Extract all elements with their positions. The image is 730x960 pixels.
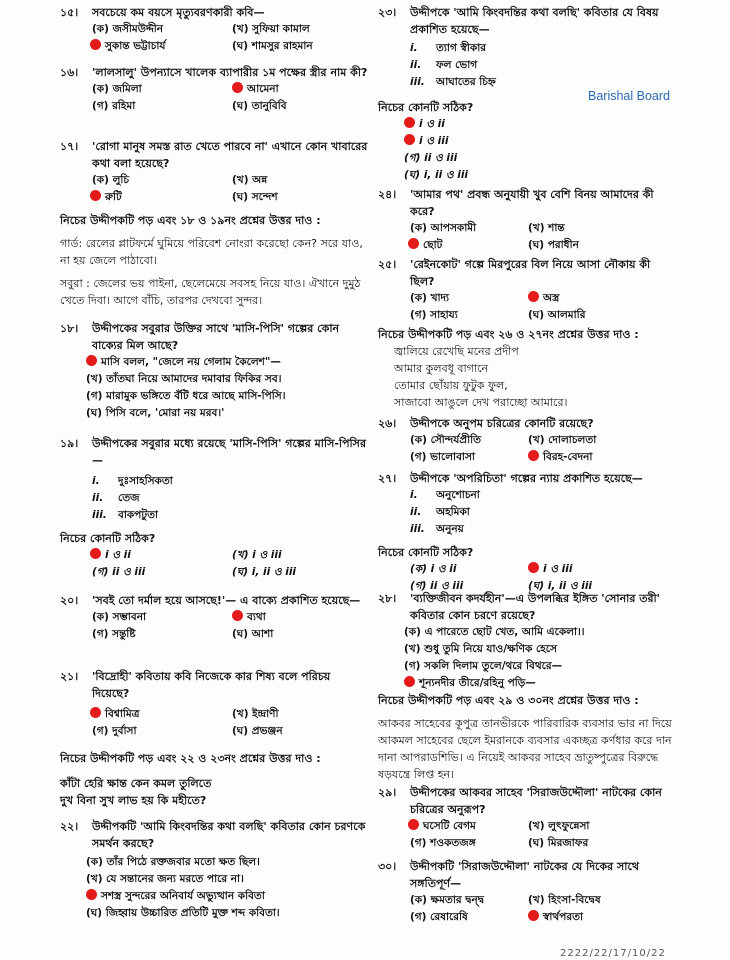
stimulus-line: কাঁটা হেরি ক্ষান্ত কেন কমল তুলিতে bbox=[60, 777, 212, 790]
question-26: ২৬। উদ্দীপকে অনুপম চরিত্রের কোনটি রয়েছে? (ক) সৌন্দর্যপ্রীতি (খ) দোলাচলতা (গ) ভালোবাসা বিরহ-বেদনা bbox=[378, 415, 678, 466]
answer-mark-icon bbox=[86, 355, 97, 366]
option[interactable]: (গ) রেষারেষি bbox=[410, 911, 468, 923]
option-answered[interactable]: মাসি বলল, "জেলে নয় গেলাম কৈলেশ"— bbox=[86, 354, 370, 371]
stimulus-18-19 bbox=[60, 212, 370, 309]
option[interactable]: (ঘ) আশা bbox=[232, 628, 274, 640]
option-answered[interactable]: বিরহ-বেদনা bbox=[528, 449, 592, 466]
stimulus-heading: নিচের উদ্দীপকটি পড় এবং ১৮ ও ১৯নং প্রশ্নের উত্তর দাও : bbox=[60, 214, 321, 227]
option[interactable]: (ক) জমিলা bbox=[92, 83, 142, 95]
question-17: ১৭। 'রোগা মানুষ সমস্ত রাত খেতে পারবে না' এখানে কোন খাবারের কথা বলা হয়েছে? (ক) লুচি (খ) অন্ন রুটি (ঘ) সন্দেশ bbox=[60, 138, 370, 206]
stimulus-text: আকবর সাহেবের কূপুত্র তানভীরকে পারিবারিক ব্যবসার ভার না দিয়ে আকমল সাহেবের ছেলে ইমরানকে ব্যবসার একচ্ছত্র কর্ণধার করে দান দানা আপরাডশিভি। এ নিয়েই আকবর সাহেব ভ্রাতুষ্পুত্রের বিরুদ্ধে ষড়যন্ত্রে লিপ্ত হন। bbox=[378, 717, 672, 781]
answer-mark-icon bbox=[90, 707, 101, 718]
option[interactable]: (খ) যে সন্তানের জন্য মরতে পারে না। bbox=[86, 873, 244, 885]
option[interactable]: (ঘ) i, ii ও iii bbox=[528, 580, 593, 592]
option-answered[interactable]: স্বার্থপরতা bbox=[528, 909, 583, 926]
option[interactable]: (গ) সাহায্য bbox=[410, 309, 458, 321]
stimulus-26-27 bbox=[378, 326, 678, 411]
correct-ask: নিচের কোনটি সঠিক? bbox=[378, 101, 474, 114]
option-answered[interactable]: ব্যথা bbox=[232, 609, 266, 626]
stimulus-line: তোমার ছোঁয়ায় ফুটুক ফুল, bbox=[394, 379, 508, 392]
option[interactable]: (গ) সকলি দিলাম তুলে/থরে বিথরে— bbox=[404, 660, 563, 672]
option[interactable]: (গ) শওকতজঙ্গ bbox=[410, 837, 476, 849]
option[interactable]: (গ) দুর্বাসা bbox=[92, 725, 137, 737]
option[interactable]: (ঘ) জিহ্বায় উচ্চারিত প্রতিটি মুক্ত শব্দ কবিতা। bbox=[86, 907, 280, 919]
option-answered[interactable]: শূন্যনদীর তীরে/রহিনু পড়ি— bbox=[404, 675, 678, 692]
answer-mark-icon bbox=[408, 819, 419, 830]
option[interactable]: (ক) আপসকামী bbox=[410, 222, 477, 234]
answer-mark-icon bbox=[404, 676, 415, 687]
option[interactable]: (খ) শান্ত bbox=[528, 222, 565, 234]
option[interactable]: (গ) সন্তুষ্টি bbox=[92, 628, 136, 640]
option-answered[interactable]: i ও iii bbox=[404, 133, 678, 150]
question-29: ২৯। উদ্দীপকের আকবর সাহেব 'সিরাজউদ্দৌলা' নাটকের কোন চরিত্রের অনুরূপ? ঘসেটি বেগম (খ) লুৎফুন্নেসা (গ) শওকতজঙ্গ (ঘ) মিরজাফর bbox=[378, 784, 678, 852]
answer-mark-icon bbox=[528, 291, 539, 302]
option-answered[interactable]: আমেনা bbox=[232, 81, 279, 98]
option-answered[interactable]: রুটি bbox=[90, 189, 122, 206]
option-answered[interactable]: ছোট bbox=[408, 237, 442, 254]
question-18: ১৮। উদ্দীপকের সবুরার উক্তির সাথে 'মাসি-পিসি' গল্পের কোন বাক্যের মিল আছে? মাসি বলল, "জেলে নয় গেলাম কৈলেশ"— (খ) তাঁতঘা নিয়ে আমাদের দমাবার ফিকির সব। (গ) মারামুক ভঙ্গিতে বঁটি ধরে আছে মাসি-পিসি। (ঘ) পিসি বলে, 'মোরা নয় মরব।' bbox=[60, 320, 370, 422]
option-answered[interactable]: সুকান্ত ভট্টাচার্য bbox=[90, 38, 165, 55]
question-25: ২৫। 'রেইনকোট' গল্পে মিরপুরের বিল নিয়ে আসা নৌকায় কী ছিল? (ক) খাদ্য অস্ত্র (গ) সাহায্য (ঘ) আলমারি bbox=[378, 256, 678, 324]
option[interactable]: (ঘ) পিসি বলে, 'মোরা নয় মরব।' bbox=[86, 407, 225, 419]
stimulus-heading: নিচের উদ্দীপকটি পড় এবং ২৬ ও ২৭নং প্রশ্নের উত্তর দাও : bbox=[378, 328, 639, 341]
option[interactable]: (ঘ) পরাধীন bbox=[528, 239, 579, 251]
option[interactable]: (গ) রহিমা bbox=[92, 100, 136, 112]
option[interactable]: (ক) সম্ভাবনা bbox=[92, 611, 147, 623]
option[interactable]: (গ) মারামুক ভঙ্গিতে বঁটি ধরে আছে মাসি-পিসি। bbox=[86, 390, 286, 402]
answer-mark-icon bbox=[232, 610, 243, 621]
option[interactable]: (ক) সৌন্দর্যপ্রীতি bbox=[410, 434, 481, 446]
answer-mark-icon bbox=[90, 39, 101, 50]
option[interactable]: (ঘ) তানুবিবি bbox=[232, 100, 287, 112]
footer-code: 2222/22/17/10/22 bbox=[560, 948, 666, 959]
option[interactable]: (গ) ii ও iii bbox=[92, 566, 146, 578]
option-answered[interactable]: সশস্ত্র সুন্দরের অনিবার্য অভ্যুত্থান কবিতা bbox=[86, 888, 370, 905]
answer-mark-icon bbox=[528, 910, 539, 921]
option-answered[interactable]: i ও ii bbox=[404, 116, 678, 133]
option[interactable]: (গ) ভালোবাসা bbox=[410, 451, 475, 463]
answer-mark-icon bbox=[86, 889, 97, 900]
question-24: ২৪। 'আমার পথ' প্রবন্ধ অনুযায়ী খুব বেশি বিনয় আমাদের কী করে? (ক) আপসকামী (খ) শান্ত ছোট (ঘ) পরাধীন bbox=[378, 186, 678, 254]
answer-mark-icon bbox=[232, 82, 243, 93]
option[interactable]: (ঘ) i, ii ও iii bbox=[404, 169, 469, 181]
option[interactable]: (খ) শুধু তুমি নিয়ে যাও/ক্ষণিক হেসে bbox=[404, 643, 557, 655]
option[interactable]: (খ) ইন্দ্রাণী bbox=[232, 708, 279, 720]
question-30: ৩০। উদ্দীপকটি 'সিরাজউদ্দৌলা' নাটকের যে দিকের সাথে সঙ্গতিপূর্ণ— (ক) ক্ষমতার দ্বন্দ্ব (খ) হিংসা-বিদ্বেষ (গ) রেষারেষি স্বার্থপরতা bbox=[378, 858, 678, 926]
option[interactable]: (ক) জসীমউদ্দীন bbox=[92, 23, 163, 35]
option[interactable]: (ক) লুচি bbox=[92, 174, 130, 186]
question-15: ১৫। সবচেয়ে কম বয়সে মৃত্যুবরণকারী কবি— (ক) জসীমউদ্দীন (খ) সুফিয়া কামাল সুকান্ত ভট্টাচার্য (ঘ) শামসুর রাহমান bbox=[60, 4, 370, 55]
option[interactable]: (গ) ii ও iii bbox=[410, 580, 464, 592]
question-21: ২১। 'বিদ্রোহী' কবিতায় কবি নিজেকে কার শিষ্য বলে পরিচয় দিয়েছে? বিশ্বামিত্র (খ) ইন্দ্রাণী (গ) দুর্বাসা (ঘ) প্রভঞ্জন bbox=[60, 668, 370, 740]
question-28: ২৮। 'ব্যক্তিজীবন কদর্যহীন'—এ উপলব্ধির ইঙ্গিত 'সোনার তরী' কবিতার কোন চরণে রয়েছে? (ক) এ পারেতে ছোট খেত, আমি একেলা।। (খ) শুধু তুমি নিয়ে যাও/ক্ষণিক হেসে (গ) সকলি দিলাম তুলে/থরে বিথরে— শূন্যনদীর তীরে/রহিনু পড়ি— bbox=[378, 590, 678, 692]
option[interactable]: (খ) লুৎফুন্নেসা bbox=[528, 820, 590, 832]
answer-mark-icon bbox=[528, 450, 539, 461]
option[interactable]: (ক) ক্ষমতার দ্বন্দ্ব bbox=[410, 894, 485, 906]
stimulus-heading: নিচের উদ্দীপকটি পড় এবং ২২ ও ২৩নং প্রশ্নের উত্তর দাও : bbox=[60, 752, 321, 765]
option[interactable]: (খ) হিংসা-বিদ্বেষ bbox=[528, 894, 601, 906]
stimulus-line: আমার কুলবধূ বাগানে bbox=[394, 362, 489, 375]
answer-mark-icon bbox=[528, 562, 539, 573]
option-answered[interactable]: i ও ii bbox=[90, 547, 131, 564]
option[interactable]: (ঘ) শামসুর রাহমান bbox=[232, 40, 313, 52]
option[interactable]: (খ) দোলাচলতা bbox=[528, 434, 597, 446]
board-label: Barishal Board bbox=[588, 89, 670, 103]
question-23: ২৩। উদ্দীপকে 'আমি কিংবদন্তির কথা বলছি' কবিতার যে বিষয় প্রকাশিত হয়েছে— i. ত্যাগ স্বীকার ii. ফল ভোগ iii. আঘাতের চিহ্ন নিচের কোনটি সঠিক? i ও ii i ও iii (গ) ii ও iii (ঘ) i, ii ও iii bbox=[378, 4, 678, 184]
option[interactable]: (ঘ) সন্দেশ bbox=[232, 191, 278, 203]
option[interactable]: (খ) অন্ন bbox=[232, 174, 268, 186]
option[interactable]: (ঘ) i, ii ও iii bbox=[232, 566, 297, 578]
question-19: ১৯। উদ্দীপকের সবুরার মধ্যে রয়েছে 'মাসি-পিসি' গল্পের মাসি-পিসির— i. দুঃসাহসিকতা ii. তেজ iii. বাকপটুতা নিচের কোনটি সঠিক? i ও ii (খ) i ও iii (গ) ii ও iii (ঘ) i, ii ও iii bbox=[60, 435, 370, 581]
option[interactable]: (ঘ) মিরজাফর bbox=[528, 837, 589, 849]
stimulus-22-23 bbox=[60, 750, 370, 809]
answer-mark-icon bbox=[90, 190, 101, 201]
question-20: ২০। 'সবই তো দর্মাল হয়ে আসছে!'— এ বাক্যে প্রকাশিত হয়েছে— (ক) সম্ভাবনা ব্যথা (গ) সন্তুষ্টি (ঘ) আশা bbox=[60, 592, 370, 643]
option[interactable]: (ক) i ও ii bbox=[410, 563, 457, 575]
option[interactable]: (ক) তাঁর পিঠে রক্তজবার মতো ক্ষত ছিল। bbox=[86, 856, 260, 868]
option[interactable]: (ক) এ পারেতে ছোট খেত, আমি একেলা।। bbox=[404, 626, 585, 638]
option[interactable]: (ঘ) আলমারি bbox=[528, 309, 586, 321]
option[interactable]: (ঘ) প্রভঞ্জন bbox=[232, 725, 283, 737]
option-answered[interactable]: ঘসেটি বেগম bbox=[408, 818, 476, 835]
stimulus-line: সাজাবো আঙুলে দেখ পরাচ্ছো আমারে। bbox=[394, 396, 568, 409]
stimulus-text: গার্ড: রেলের প্লাটফর্মে ঘুমিয়ে পরিবেশ নোংরা করেছো কেন? সরে যাও, না হয় জেলে পাঠাবো। bbox=[60, 237, 363, 267]
stimulus-29-30 bbox=[378, 692, 678, 783]
answer-mark-icon bbox=[90, 548, 101, 559]
stimulus-text: সবুরা : জেলের ভয় পাইনা, ছেলেমেয়ে সবসহ নিয়ে যাও। ঐখানে দুমুঠ খেতে দিবা। আগে বাঁচি, তারপর দেখবো সুন্দর। bbox=[60, 277, 361, 307]
option-answered[interactable]: বিশ্বামিত্র bbox=[90, 706, 139, 723]
answer-mark-icon bbox=[404, 117, 415, 128]
question-16: ১৬। 'লালসালু' উপন্যাসে খালেক ব্যাপারীর ১ম পক্ষের স্ত্রীর নাম কী? (ক) জমিলা আমেনা (গ) রহিমা (ঘ) তানুবিবি bbox=[60, 64, 370, 115]
correct-ask: নিচের কোনটি সঠিক? bbox=[378, 546, 474, 559]
answer-mark-icon bbox=[404, 134, 415, 145]
option[interactable]: (ক) খাদ্য bbox=[410, 292, 450, 304]
option-answered[interactable]: i ও iii bbox=[528, 561, 572, 578]
stimulus-line: জ্বালিয়ে রেখেছি মনের প্রদীপ bbox=[394, 345, 519, 358]
option-answered[interactable]: অস্ত্র bbox=[528, 290, 559, 307]
option[interactable]: (গ) ii ও iii bbox=[404, 152, 458, 164]
stimulus-heading: নিচের উদ্দীপকটি পড় এবং ২৯ ও ৩০নং প্রশ্নের উত্তর দাও : bbox=[378, 694, 639, 707]
answer-mark-icon bbox=[408, 238, 419, 249]
question-27: ২৭। উদ্দীপকে 'অপরিচিতা' গল্পের ন্যায় প্রকাশিত হয়েছে— i. অনুশোচনা ii. অহমিকা iii. অনুনয় নিচের কোনটি সঠিক? (ক) i ও ii i ও iii (গ) ii ও iii (ঘ) i, ii ও iii bbox=[378, 470, 678, 595]
option[interactable]: (খ) তাঁতঘা নিয়ে আমাদের দমাবার ফিকির সব। bbox=[86, 373, 282, 385]
question-22: ২২। উদ্দীপকটি 'আমি কিংবদন্তির কথা বলছি' কবিতার কোন চরণকে সমর্থন করছে? (ক) তাঁর পিঠে রক্তজবার মতো ক্ষত ছিল। (খ) যে সন্তানের জন্য মরতে পারে না। সশস্ত্র সুন্দরের অনিবার্য অভ্যুত্থান কবিতা (ঘ) জিহ্বায় উচ্চারিত প্রতিটি মুক্ত শব্দ কবিতা। bbox=[60, 818, 370, 922]
correct-ask: নিচের কোনটি সঠিক? bbox=[60, 532, 156, 545]
option[interactable]: (খ) i ও iii bbox=[232, 549, 282, 561]
stimulus-line: দুখ বিনা সুখ লাভ হয় কি মহীতে? bbox=[60, 794, 207, 807]
option[interactable]: (খ) সুফিয়া কামাল bbox=[232, 23, 310, 35]
